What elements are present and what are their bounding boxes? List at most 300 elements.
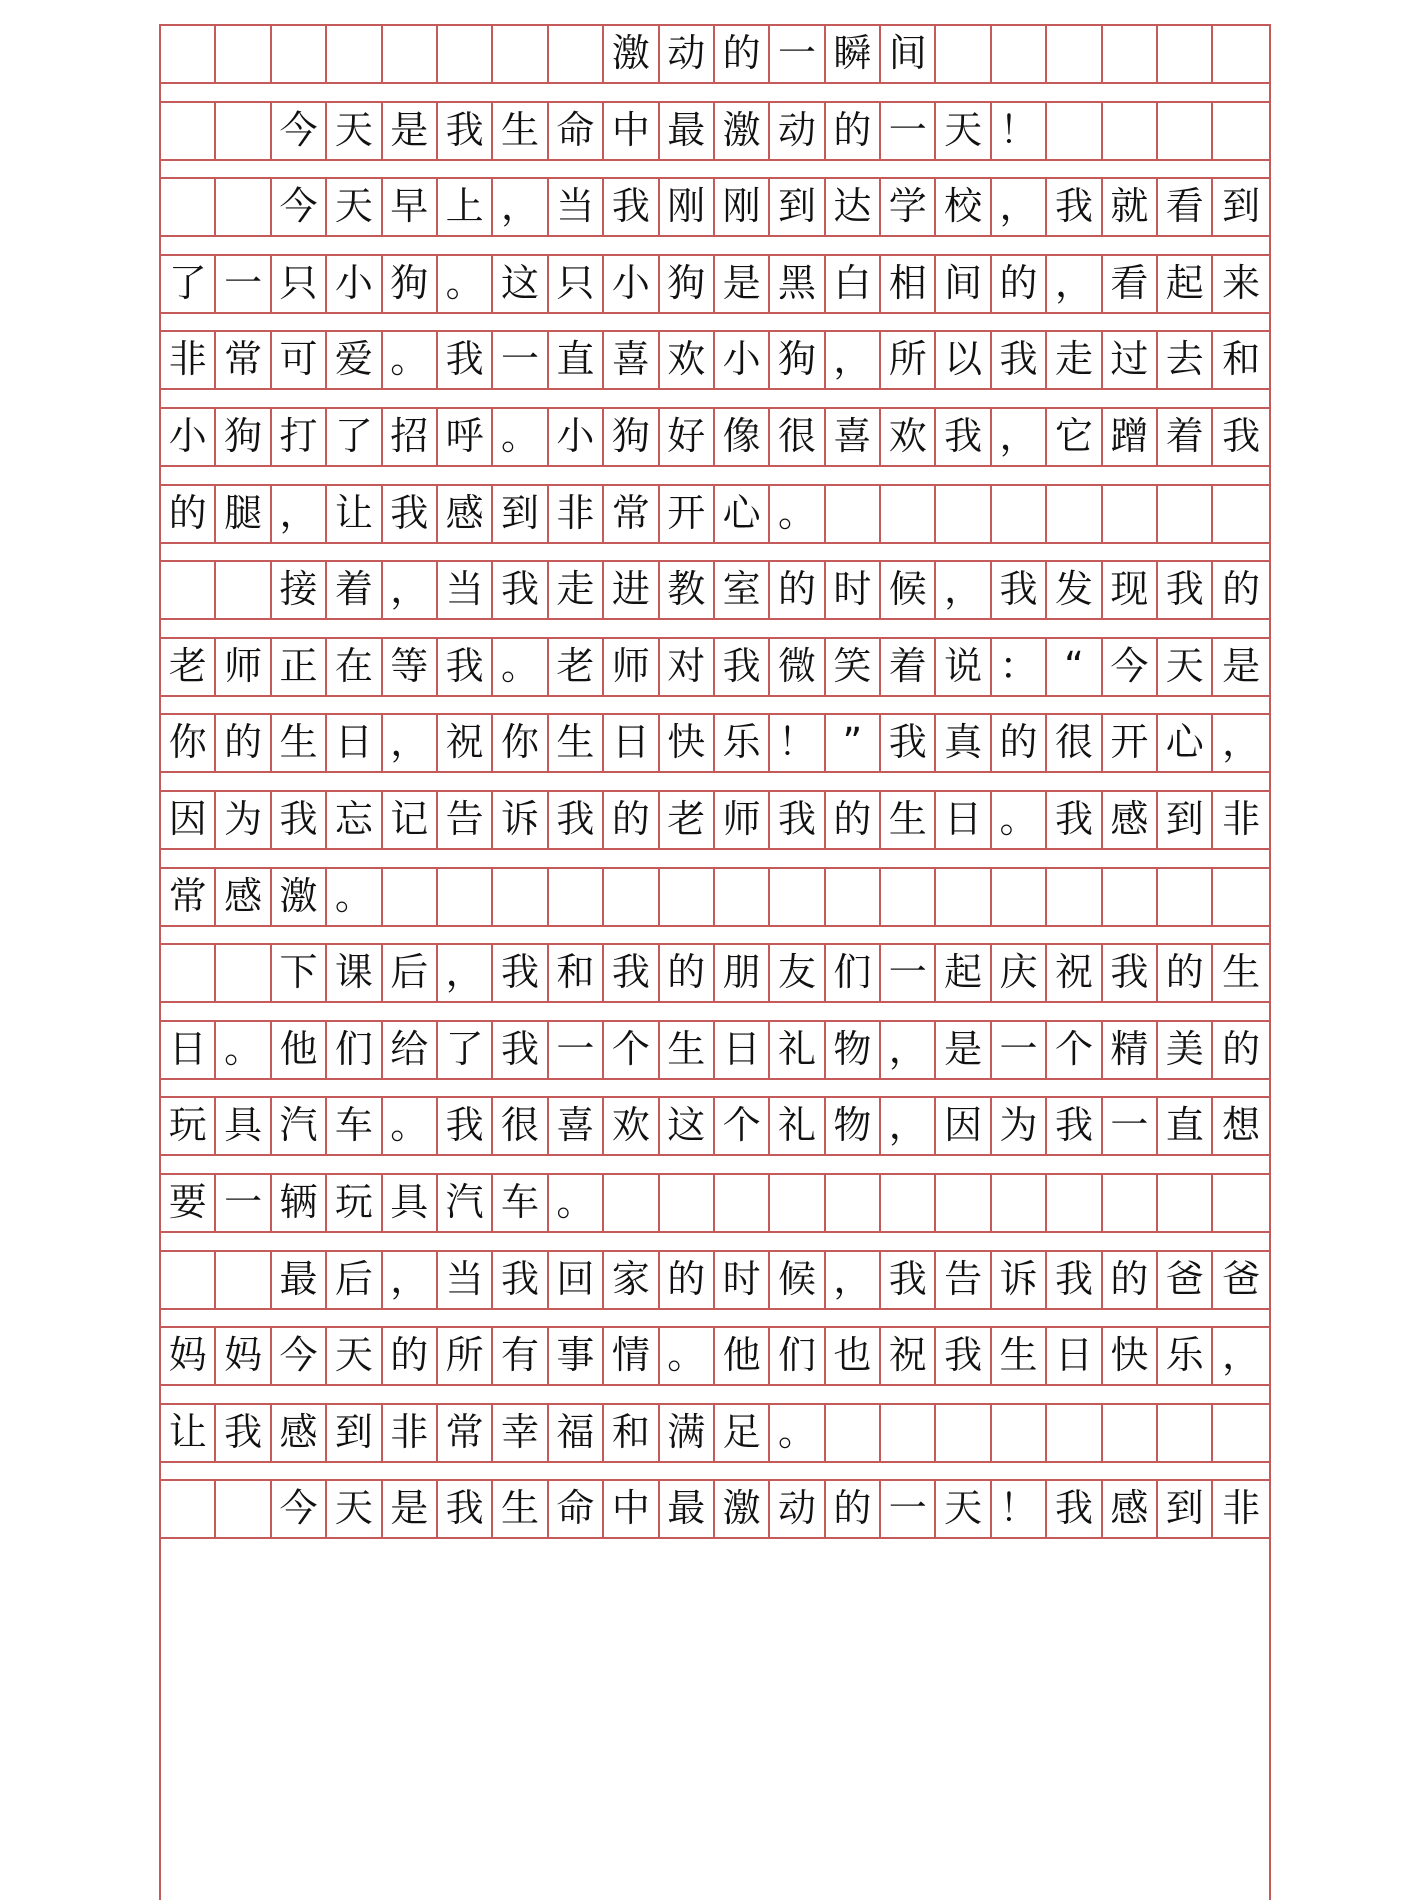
grid-cell: 激 [604, 24, 659, 82]
grid-cell: 朋 [715, 943, 770, 1001]
grid-cell: 的 [660, 1250, 715, 1308]
essay-line [161, 867, 1269, 925]
grid-rule [161, 1154, 1269, 1156]
grid-cell: 欢 [881, 407, 936, 465]
grid-cell: 了 [161, 254, 216, 312]
grid-cell [216, 1479, 271, 1537]
grid-cell: 乐 [1158, 1326, 1213, 1384]
grid-cell: 礼 [770, 1020, 825, 1078]
grid-cell: 生 [881, 790, 936, 848]
grid-cell: 命 [549, 1479, 604, 1537]
grid-cell [1158, 867, 1213, 925]
grid-cell: ， [826, 1250, 881, 1308]
grid-cell: ， [493, 177, 548, 235]
grid-cell [216, 101, 271, 159]
grid-cell: 很 [770, 407, 825, 465]
grid-cell [1213, 24, 1268, 82]
grid-cell: 一 [881, 101, 936, 159]
grid-cell [1103, 1403, 1158, 1461]
grid-cell [216, 1250, 271, 1308]
grid-cell: 相 [881, 254, 936, 312]
grid-cell: 欢 [604, 1096, 659, 1154]
grid-cell [936, 484, 991, 542]
grid-cell: 走 [549, 560, 604, 618]
grid-cell: 到 [493, 484, 548, 542]
grid-cell [992, 1403, 1047, 1461]
grid-cell: 是 [1222, 643, 1261, 688]
grid-cell: 祝 [1047, 943, 1102, 1001]
grid-cell: 和 [549, 943, 604, 1001]
grid-cell: 和 [1222, 337, 1261, 382]
grid-cell: 我 [1222, 414, 1261, 458]
grid-cell: 小 [549, 407, 604, 465]
essay-line [161, 560, 1269, 618]
grid-cell: 小 [604, 254, 659, 312]
grid-cell [161, 560, 216, 618]
grid-cell: 后 [383, 943, 438, 1001]
grid-cell: ！ [992, 101, 1047, 159]
grid-cell: 瞬 [826, 24, 881, 82]
grid-cell [383, 867, 438, 925]
grid-cell: 感 [216, 867, 271, 925]
grid-cell: 乐 [715, 713, 770, 771]
grid-rule [161, 1001, 1269, 1003]
grid-cell: 忘 [327, 790, 382, 848]
grid-cell: 校 [936, 177, 991, 235]
grid-cell: 的 [826, 790, 881, 848]
grid-cell: 感 [438, 484, 493, 542]
grid-cell: 后 [327, 1250, 382, 1308]
grid-cell [1158, 1173, 1213, 1231]
grid-rule [161, 82, 1269, 84]
grid-cell: 爸 [1158, 1250, 1213, 1308]
grid-cell: 对 [660, 637, 715, 695]
grid-cell: 常 [216, 330, 271, 388]
grid-cell: 开 [660, 484, 715, 542]
grid-cell [216, 24, 271, 82]
grid-cell [493, 24, 548, 82]
grid-cell: 只 [272, 254, 327, 312]
grid-cell [826, 484, 881, 542]
grid-cell [161, 101, 216, 159]
grid-cell [1047, 1403, 1102, 1461]
grid-cell: ， [383, 1250, 438, 1308]
grid-rule [161, 312, 1269, 314]
grid-rule [161, 159, 1269, 161]
grid-cell: 所 [881, 330, 936, 388]
grid-cell: ， [936, 560, 991, 618]
grid-cell: 精 [1103, 1020, 1158, 1078]
grid-cell [770, 1173, 825, 1231]
grid-cell: 欢 [660, 330, 715, 388]
grid-cell: 看 [1103, 254, 1158, 312]
grid-cell [549, 867, 604, 925]
grid-cell: 中 [604, 101, 659, 159]
grid-cell: 小 [161, 407, 216, 465]
grid-cell: 就 [1103, 177, 1158, 235]
grid-cell: 心 [1158, 713, 1213, 771]
grid-cell: 生 [272, 713, 327, 771]
grid-cell: 非 [1222, 797, 1261, 841]
grid-cell: 我 [1047, 1250, 1102, 1308]
grid-cell [715, 1173, 770, 1231]
grid-cell: 发 [1047, 560, 1102, 618]
grid-cell: 当 [438, 1250, 493, 1308]
grid-cell: 天 [327, 177, 382, 235]
grid-cell: 妈 [216, 1326, 271, 1384]
grid-cell: 。 [493, 407, 548, 465]
grid-cell: 车 [327, 1096, 382, 1154]
grid-cell [549, 24, 604, 82]
grid-cell: 腿 [216, 484, 271, 542]
grid-cell: 的 [383, 1326, 438, 1384]
grid-rule [161, 771, 1269, 773]
grid-cell [1213, 1403, 1268, 1461]
grid-cell: 我 [992, 330, 1047, 388]
grid-rule [161, 235, 1269, 237]
grid-cell [1158, 24, 1213, 82]
grid-cell: ， [992, 407, 1047, 465]
grid-cell: 早 [383, 177, 438, 235]
grid-cell [1047, 101, 1102, 159]
essay-line [161, 1250, 1269, 1308]
grid-cell: 一 [549, 1020, 604, 1078]
grid-cell: 庆 [992, 943, 1047, 1001]
grid-cell: 间 [936, 254, 991, 312]
grid-cell: 的 [216, 713, 271, 771]
grid-cell: 过 [1103, 330, 1158, 388]
grid-cell: 车 [493, 1173, 548, 1231]
grid-cell: 个 [715, 1096, 770, 1154]
grid-cell: 狗 [216, 407, 271, 465]
grid-cell: 家 [604, 1250, 659, 1308]
grid-cell: 了 [438, 1020, 493, 1078]
grid-cell: 妈 [161, 1326, 216, 1384]
grid-cell: 我 [1047, 790, 1102, 848]
grid-cell [216, 560, 271, 618]
grid-cell: 的 [1158, 943, 1213, 1001]
grid-cell: 开 [1103, 713, 1158, 771]
grid-cell: 天 [1158, 637, 1213, 695]
grid-cell: 感 [1103, 790, 1158, 848]
grid-rule [161, 1384, 1269, 1386]
essay-line [161, 407, 1269, 465]
grid-cell: 生 [549, 713, 604, 771]
grid-cell: 中 [604, 1479, 659, 1537]
grid-cell: 玩 [161, 1096, 216, 1154]
grid-cell: 狗 [604, 407, 659, 465]
grid-cell: ， [438, 943, 493, 1001]
grid-cell: 老 [161, 637, 216, 695]
grid-cell [1158, 484, 1213, 542]
grid-cell: 告 [936, 1250, 991, 1308]
grid-cell: 我 [216, 1403, 271, 1461]
grid-cell: 我 [1047, 1479, 1102, 1537]
grid-cell: 。 [383, 1096, 438, 1154]
grid-cell: ” [826, 713, 881, 771]
grid-cell: 课 [327, 943, 382, 1001]
grid-cell: 候 [881, 560, 936, 618]
grid-cell [936, 867, 991, 925]
grid-cell: 进 [604, 560, 659, 618]
grid-cell: 喜 [549, 1096, 604, 1154]
grid-cell: 接 [272, 560, 327, 618]
grid-cell: 间 [881, 24, 936, 82]
grid-cell: 的 [1103, 1250, 1158, 1308]
grid-cell [327, 24, 382, 82]
grid-cell: 时 [715, 1250, 770, 1308]
grid-cell: 们 [770, 1326, 825, 1384]
essay-line [161, 1479, 1269, 1537]
grid-rule [161, 1078, 1269, 1080]
grid-cell: 最 [272, 1250, 327, 1308]
grid-rule [161, 1231, 1269, 1233]
grid-cell: ， [1222, 1333, 1261, 1378]
grid-cell: 的 [660, 943, 715, 1001]
grid-cell: 激 [272, 867, 327, 925]
grid-cell: 时 [826, 560, 881, 618]
grid-cell: 。 [327, 867, 382, 925]
essay-line [161, 1173, 1269, 1231]
grid-cell: 辆 [272, 1173, 327, 1231]
grid-cell: 刚 [660, 177, 715, 235]
grid-cell: 直 [1158, 1096, 1213, 1154]
grid-cell: 想 [1222, 1103, 1261, 1148]
grid-cell: 常 [438, 1403, 493, 1461]
grid-cell: 一 [881, 943, 936, 1001]
grid-cell: 狗 [383, 254, 438, 312]
grid-cell: 他 [715, 1326, 770, 1384]
grid-cell: 最 [660, 1479, 715, 1537]
essay-line [161, 637, 1269, 695]
essay-line [161, 1326, 1269, 1384]
grid-cell: 。 [549, 1173, 604, 1231]
grid-cell: 我 [438, 1096, 493, 1154]
grid-cell: 到 [1158, 1479, 1213, 1537]
essay-line [161, 330, 1269, 388]
grid-cell: 今 [272, 1326, 327, 1384]
grid-cell: 正 [272, 637, 327, 695]
grid-cell [161, 1479, 216, 1537]
grid-cell [1103, 24, 1158, 82]
grid-cell: 只 [549, 254, 604, 312]
grid-cell: 我 [272, 790, 327, 848]
grid-cell [1158, 1403, 1213, 1461]
grid-cell: 生 [493, 101, 548, 159]
grid-cell: 白 [826, 254, 881, 312]
grid-cell: 汽 [438, 1173, 493, 1231]
grid-cell: 告 [438, 790, 493, 848]
grid-cell: ！ [770, 713, 825, 771]
grid-cell: ： [992, 637, 1047, 695]
grid-rule [161, 1308, 1269, 1310]
grid-cell: 。 [770, 1403, 825, 1461]
grid-cell: 非 [1222, 1486, 1261, 1531]
grid-cell: 我 [493, 560, 548, 618]
grid-cell [216, 943, 271, 1001]
essay-line [161, 254, 1269, 312]
grid-cell: 我 [1103, 943, 1158, 1001]
grid-cell: 狗 [770, 330, 825, 388]
grid-cell: 的 [992, 254, 1047, 312]
essay-line [161, 790, 1269, 848]
grid-cell: 玩 [327, 1173, 382, 1231]
grid-cell: 我 [992, 560, 1047, 618]
essay-line [161, 101, 1269, 159]
grid-cell: 我 [1047, 1096, 1102, 1154]
grid-cell: 祝 [881, 1326, 936, 1384]
grid-cell: 的 [826, 1479, 881, 1537]
grid-cell [936, 1173, 991, 1231]
grid-cell: 快 [660, 713, 715, 771]
grid-cell [1213, 484, 1268, 542]
grid-cell: 诉 [992, 1250, 1047, 1308]
grid-cell: ， [881, 1020, 936, 1078]
grid-cell: 他 [272, 1020, 327, 1078]
grid-cell [1103, 484, 1158, 542]
grid-cell [660, 1173, 715, 1231]
grid-cell: 常 [604, 484, 659, 542]
grid-cell: ， [383, 713, 438, 771]
grid-cell: 爸 [1222, 1256, 1261, 1301]
grid-cell: 到 [1222, 184, 1261, 229]
grid-cell: 喜 [826, 407, 881, 465]
grid-cell: 让 [327, 484, 382, 542]
grid-cell: ， [826, 330, 881, 388]
essay-title-row [161, 24, 1269, 82]
grid-cell: ， [272, 484, 327, 542]
grid-cell: 我 [493, 1020, 548, 1078]
grid-cell: 最 [660, 101, 715, 159]
grid-cell: 我 [493, 1250, 548, 1308]
grid-cell: 今 [272, 177, 327, 235]
grid-cell: 要 [161, 1173, 216, 1231]
grid-cell: 满 [660, 1403, 715, 1461]
essay-line [161, 1096, 1269, 1154]
grid-cell: 直 [549, 330, 604, 388]
grid-cell: 起 [1158, 254, 1213, 312]
grid-cell: ！ [992, 1479, 1047, 1537]
grid-cell [826, 1173, 881, 1231]
grid-rule [161, 925, 1269, 927]
grid-cell: 记 [383, 790, 438, 848]
grid-cell: 天 [327, 1479, 382, 1537]
grid-rule [161, 848, 1269, 850]
grid-cell: 我 [438, 1479, 493, 1537]
grid-cell: 师 [604, 637, 659, 695]
grid-cell: 祝 [438, 713, 493, 771]
grid-cell [881, 1173, 936, 1231]
grid-cell: 达 [826, 177, 881, 235]
grid-cell: 我 [1047, 177, 1102, 235]
grid-cell: 今 [1103, 637, 1158, 695]
grid-cell: 微 [770, 637, 825, 695]
grid-cell: 幸 [493, 1403, 548, 1461]
grid-cell: 的 [715, 24, 770, 82]
grid-cell: ， [1047, 254, 1102, 312]
essay-line [161, 713, 1269, 771]
grid-cell: 美 [1158, 1020, 1213, 1078]
grid-cell: 喜 [604, 330, 659, 388]
grid-cell: 动 [770, 101, 825, 159]
grid-cell [1047, 484, 1102, 542]
grid-cell: 当 [549, 177, 604, 235]
grid-cell: 现 [1103, 560, 1158, 618]
grid-cell: 的 [604, 790, 659, 848]
grid-cell: 日 [327, 713, 382, 771]
grid-cell: 所 [438, 1326, 493, 1384]
grid-cell: 小 [715, 330, 770, 388]
grid-cell [1103, 867, 1158, 925]
grid-cell [1047, 867, 1102, 925]
grid-cell [881, 1403, 936, 1461]
grid-cell: 因 [936, 1096, 991, 1154]
grid-cell [1213, 101, 1268, 159]
grid-cell: 了 [327, 407, 382, 465]
grid-rule [161, 1461, 1269, 1463]
grid-cell: 的 [770, 560, 825, 618]
grid-cell: 诉 [493, 790, 548, 848]
grid-cell [881, 867, 936, 925]
grid-cell: 上 [438, 177, 493, 235]
grid-cell [383, 24, 438, 82]
grid-cell: 的 [1222, 567, 1261, 612]
essay-line [161, 484, 1269, 542]
grid-cell: 一 [216, 1173, 271, 1231]
grid-cell [992, 867, 1047, 925]
grid-cell: 为 [992, 1096, 1047, 1154]
grid-cell: 的 [826, 101, 881, 159]
grid-cell: 是 [383, 101, 438, 159]
grid-cell: 我 [438, 637, 493, 695]
grid-cell: 感 [1103, 1479, 1158, 1537]
grid-cell: “ [1047, 637, 1102, 695]
grid-cell: 师 [216, 637, 271, 695]
grid-cell: 非 [161, 330, 216, 388]
grid-cell: 个 [604, 1020, 659, 1078]
essay-line [161, 943, 1269, 1001]
grid-cell: 。 [770, 484, 825, 542]
grid-cell: 给 [383, 1020, 438, 1078]
grid-cell: 走 [1047, 330, 1102, 388]
grid-cell: 我 [715, 637, 770, 695]
grid-cell: 可 [272, 330, 327, 388]
grid-cell: 它 [1047, 407, 1102, 465]
grid-cell: 。 [493, 637, 548, 695]
grid-cell: 学 [881, 177, 936, 235]
grid-cell: 。 [438, 254, 493, 312]
grid-cell [1103, 101, 1158, 159]
grid-cell: 真 [936, 713, 991, 771]
grid-cell [992, 484, 1047, 542]
grid-cell [992, 24, 1047, 82]
grid-cell: 激 [715, 101, 770, 159]
grid-cell: 们 [826, 943, 881, 1001]
grid-cell: 非 [383, 1403, 438, 1461]
grid-cell: 一 [770, 24, 825, 82]
grid-cell: 我 [881, 1250, 936, 1308]
grid-cell: 我 [1158, 560, 1213, 618]
grid-cell: 是 [383, 1479, 438, 1537]
grid-cell [936, 1403, 991, 1461]
grid-cell: 生 [493, 1479, 548, 1537]
grid-cell [161, 1250, 216, 1308]
grid-cell: 具 [216, 1096, 271, 1154]
grid-cell: 室 [715, 560, 770, 618]
grid-cell: 足 [715, 1403, 770, 1461]
grid-cell: 我 [549, 790, 604, 848]
grid-cell: ， [881, 1096, 936, 1154]
